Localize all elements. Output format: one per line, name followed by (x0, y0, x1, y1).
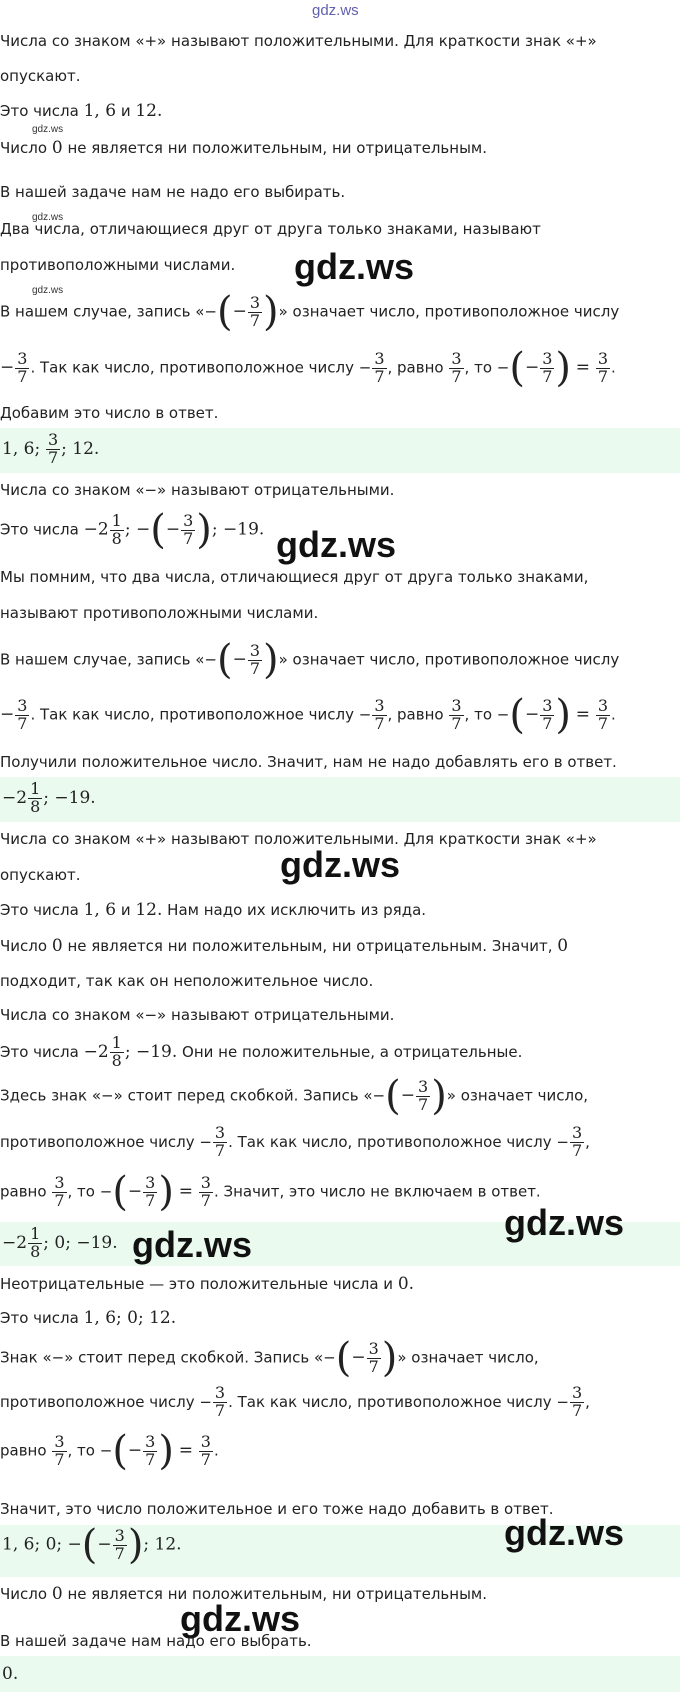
text-line: Число 0 не является ни положительным, ни отрицательным. (0, 138, 487, 158)
text-line: равно $\frac{3}{7}$ , то −(− $\frac{3}{7}$ ) = $\frac{3}{7}$ . Значит, это число не включаем в ответ. (0, 1169, 541, 1215)
text-line: В нашей задаче нам не надо его выбирать. (0, 183, 346, 201)
answer-box (0, 428, 680, 473)
text-line: называют противоположными числами. (0, 604, 319, 622)
text-line: Числа со знаком «+» называют положительными. Для краткости знак «+» (0, 32, 597, 50)
text-line: равно $\frac{3}{7}$ , то −(− $\frac{3}{7}$ ) = $\frac{3}{7}$ . (0, 1428, 219, 1474)
watermark-small: gdz.ws (32, 124, 64, 135)
watermark-top: gdz.ws (312, 2, 359, 19)
text-line: Значит, это число положительное и его тоже надо добавить в ответ. (0, 1500, 554, 1518)
watermark: gdz.ws (132, 1224, 253, 1265)
answer: −2 $\frac{1}{8}$ ; 0; −19. (2, 1224, 118, 1261)
text-line: Неотрицательные — это положительные числа и 0. (0, 1274, 415, 1294)
text-line: Число 0 не является ни положительным, ни отрицательным. Значит, 0 (0, 936, 569, 956)
answer: −2 $\frac{1}{8}$ ; −19. (2, 779, 96, 816)
text-line: Число 0 не является ни положительным, ни отрицательным. (0, 1584, 487, 1604)
watermark: gdz.ws (504, 1512, 625, 1553)
text-line: Два числа, отличающиеся друг от друга только знаками, называют (0, 220, 541, 238)
answer-box (0, 777, 680, 822)
text-line: Числа со знаком «−» называют отрицательными. (0, 481, 395, 499)
text-line: В нашем случае, запись «−(− $\frac{3}{7}$ )» означает число, противоположное числу (0, 637, 620, 683)
text-line: В нашей задаче нам надо его выбрать. (0, 1632, 312, 1650)
text-line: Числа со знаком «+» называют положительными. Для краткости знак «+» (0, 830, 597, 848)
text-line: − $\frac{3}{7}$ . Так как число, противоположное числу − $\frac{3}{7}$ , равно $\frac{3}{7}$ , то −(− $\frac{3}{7}$ ) = $\frac{3}{7}$ . (0, 345, 616, 391)
text-line: противоположное числу − $\frac{3}{7}$ . Так как число, противоположное числу − $\frac{3}{7}$ , (0, 1123, 590, 1160)
text-line: Это числа −2 $\frac{1}{8}$ ; −19. Они не положительные, а отрицательные. (0, 1033, 523, 1070)
answer-box (0, 1656, 680, 1692)
watermark: gdz.ws (280, 844, 401, 885)
watermark-small: gdz.ws (32, 285, 64, 296)
text-line: Мы помним, что два числа, отличающиеся друг от друга только знаками, (0, 568, 589, 586)
watermark: gdz.ws (294, 246, 415, 287)
answer: 1, 6; 0; −(− $\frac{3}{7}$ ); 12. (2, 1522, 182, 1568)
text-line: противоположными числами. (0, 256, 236, 274)
text-line: − $\frac{3}{7}$ . Так как число, противоположное числу − $\frac{3}{7}$ , равно $\frac{3}{7}$ , то −(− $\frac{3}{7}$ ) = $\frac{3}{7}$ . (0, 692, 616, 738)
text-line: Добавим это число в ответ. (0, 404, 219, 422)
text-line: Это числа 1, 6 и 12. Нам надо их исключить из ряда. (0, 900, 427, 920)
watermark: gdz.ws (180, 1598, 301, 1639)
text-line: Получили положительное число. Значит, нам не надо добавлять его в ответ. (0, 753, 617, 771)
text-line: Здесь знак «−» стоит перед скобкой. Запись «−(− $\frac{3}{7}$ )» означает число, (0, 1073, 589, 1119)
text-line: подходит, так как он неположительное число. (0, 972, 374, 990)
answer: 1, 6; $\frac{3}{7}$ ; 12. (2, 430, 100, 467)
text-line: Числа со знаком «−» называют отрицательными. (0, 1006, 395, 1024)
text-line: опускают. (0, 67, 81, 85)
text-line: В нашем случае, запись «−(− $\frac{3}{7}$ )» означает число, противоположное числу (0, 289, 620, 335)
text-line: Это числа −2 $\frac{1}{8}$ ; −(− $\frac{3}{7}$ ); −19. (0, 507, 265, 553)
answer: 0. (2, 1664, 19, 1684)
watermark: gdz.ws (276, 524, 397, 565)
text-line: опускают. (0, 866, 81, 884)
text-line: противоположное числу − $\frac{3}{7}$ . Так как число, противоположное числу − $\frac{3}{7}$ , (0, 1383, 590, 1420)
text-line: Это числа 1, 6 и 12. (0, 101, 163, 121)
watermark: gdz.ws (504, 1202, 625, 1243)
text-line: Это числа 1, 6; 0; 12. (0, 1308, 177, 1328)
text-line: Знак «−» стоит перед скобкой. Запись «−(− $\frac{3}{7}$ )» означает число, (0, 1335, 539, 1381)
watermark-small: gdz.ws (32, 212, 64, 223)
